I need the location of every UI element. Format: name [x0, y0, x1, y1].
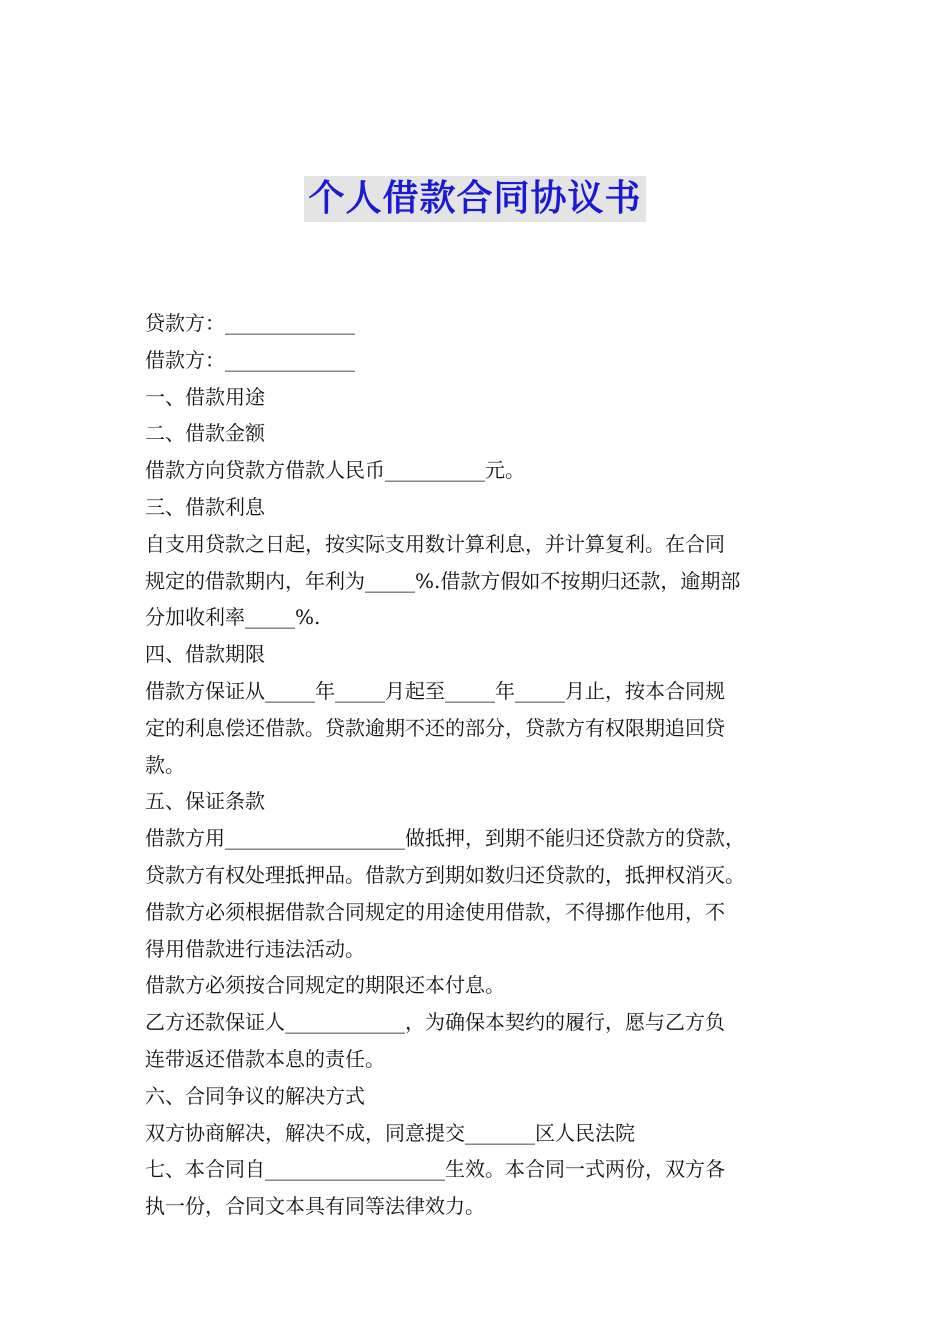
interest-text-3: 分加收利率_____%. [145, 605, 321, 630]
guarantee-text-7: 连带返还借款本息的责任。 [145, 1046, 385, 1071]
section-4-heading: 四、借款期限 [145, 642, 265, 667]
dispute-text: 双方协商解决，解决不成，同意提交_______区人民法院 [145, 1120, 635, 1145]
guarantee-text-5: 借款方必须按合同规定的期限还本付息。 [145, 973, 505, 998]
section-5-heading: 五、保证条款 [145, 789, 265, 814]
document-title: 个人借款合同协议书 [304, 176, 645, 222]
borrower-line: 借款方：_____________ [145, 347, 355, 372]
lender-line: 贷款方：_____________ [145, 311, 355, 335]
guarantee-text-1: 借款方用__________________做抵押，到期不能归还贷款方的贷款， [145, 826, 745, 851]
guarantee-text-6: 乙方还款保证人____________，为确保本契约的履行，愿与乙方负 [145, 1010, 725, 1035]
amount-text: 借款方向贷款方借款人民币__________元。 [145, 458, 525, 483]
section-3-heading: 三、借款利息 [145, 494, 265, 519]
term-text-2: 定的利息偿还借款。贷款逾期不还的部分，贷款方有权限期追回贷 [145, 715, 725, 740]
term-text-1: 借款方保证从_____年_____月起至_____年_____月止，按本合同规 [145, 678, 725, 703]
guarantee-text-4: 得用借款进行违法活动。 [145, 936, 365, 961]
guarantee-text-2: 贷款方有权处理抵押品。借款方到期如数归还贷款的，抵押权消灭。 [145, 862, 745, 887]
section-1-heading: 一、借款用途 [145, 384, 265, 409]
interest-text-2: 规定的借款期内，年利为_____%.借款方假如不按期归还款，逾期部 [145, 568, 741, 593]
section-6-heading: 六、合同争议的解决方式 [145, 1083, 365, 1108]
term-text-3: 款。 [145, 752, 185, 777]
section-7-text-2: 执一份，合同文本具有同等法律效力。 [145, 1194, 485, 1219]
guarantee-text-3: 借款方必须根据借款合同规定的用途使用借款，不得挪作他用，不 [145, 899, 725, 924]
interest-text-1: 自支用贷款之日起，按实际支用数计算利息，并计算复利。在合同 [145, 531, 725, 556]
document-body [145, 305, 810, 1225]
title-wrap [0, 176, 950, 222]
section-7-text-1: 七、本合同自__________________生效。本合同一式两份，双方各 [145, 1157, 725, 1182]
section-2-heading: 二、借款金额 [145, 421, 265, 446]
